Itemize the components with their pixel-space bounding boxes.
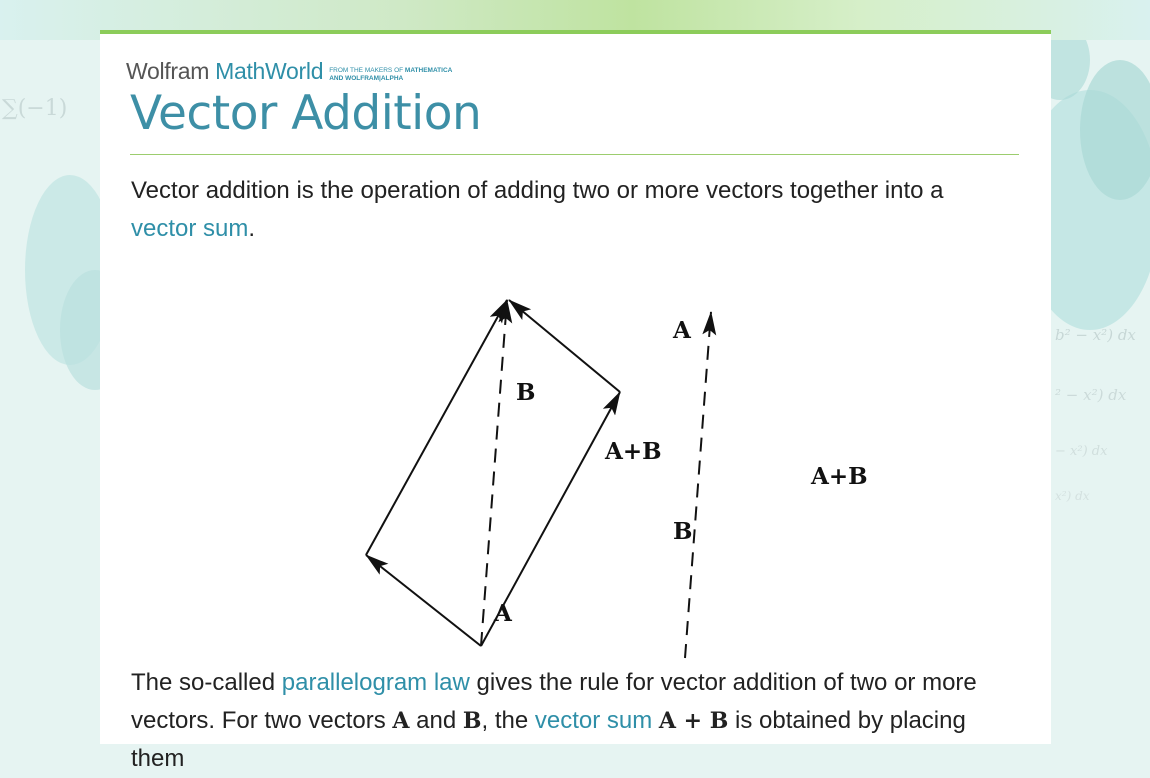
svg-text:− x²) dx: − x²) dx xyxy=(1055,444,1108,459)
vector-sum-single xyxy=(685,312,711,658)
vector-sum-link-2[interactable]: vector sum xyxy=(534,707,653,734)
intro-paragraph xyxy=(131,172,1011,248)
intro-period: . xyxy=(248,215,256,242)
title-divider xyxy=(130,154,1019,155)
vector-A-bottom xyxy=(366,555,481,646)
content-card xyxy=(100,30,1051,772)
intro-text: Vector addition is the operation of adding two or more vectors together into a xyxy=(131,177,944,204)
vector-sum-link[interactable]: vector sum xyxy=(131,215,249,242)
parallelogram-paragraph xyxy=(131,664,1011,778)
vector-sum-diagonal xyxy=(481,300,507,646)
label-AB-single: A+B xyxy=(811,463,868,490)
site-logo[interactable] xyxy=(126,59,452,85)
p2-text-1: The so-called xyxy=(131,669,282,696)
logo-mathworld-text: MathWorld xyxy=(215,58,324,84)
p2-text-6: is obtained by placing them xyxy=(131,707,966,772)
p2-text-5 xyxy=(652,707,659,734)
p2-text-3: and xyxy=(409,707,463,734)
p2-text-4: , the xyxy=(481,707,535,734)
vector-addition-figure xyxy=(355,262,868,632)
vector-B-left xyxy=(366,300,507,555)
math-A: A xyxy=(392,708,410,734)
svg-text:b² − x²) dx: b² − x²) dx xyxy=(1055,326,1136,344)
tagline-mathematica: MATHEMATICA xyxy=(404,67,453,74)
tagline-prefix: FROM THE MAKERS OF xyxy=(329,67,404,74)
label-B-right: B xyxy=(673,518,693,545)
parallelogram-law-link[interactable]: parallelogram law xyxy=(281,669,470,696)
p2-text-2: gives the rule for vector addition of two or more vectors. For two vectors xyxy=(131,669,977,734)
label-B-left: B xyxy=(516,379,536,406)
math-A-plus-B: A + B xyxy=(658,708,729,734)
tagline-line2: AND WOLFRAM|ALPHA xyxy=(329,74,404,82)
svg-text:² − x²) dx: ² − x²) dx xyxy=(1055,386,1127,404)
label-A-bottom: A xyxy=(494,600,512,627)
math-B: B xyxy=(462,708,482,734)
svg-text:x²) dx: x²) dx xyxy=(1055,489,1090,503)
label-A-top: A xyxy=(673,317,691,344)
label-AB-center: A+B xyxy=(605,438,662,465)
svg-text:∑(−1): ∑(−1) xyxy=(2,96,68,121)
logo-tagline xyxy=(329,67,452,82)
page-title: Vector Addition xyxy=(130,86,482,141)
logo-wolfram-text: Wolfram xyxy=(126,58,210,84)
